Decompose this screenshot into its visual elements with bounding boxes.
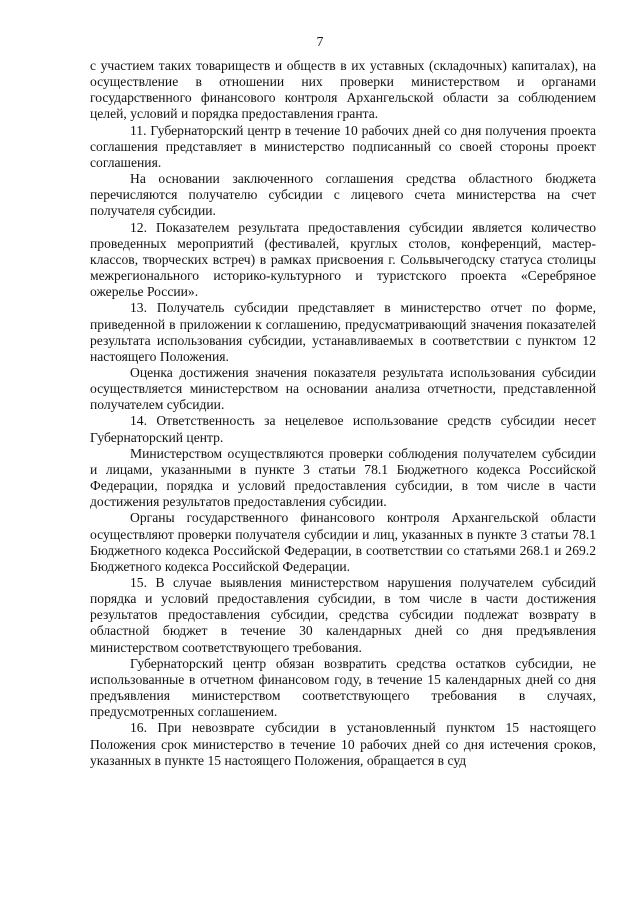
paragraph-item-15: 15. В случае выявления министерством нарушения получателем субсидий порядка и условий предоставления субсидии, в том числе в части достижения результатов предоставления субсидии, средства субсидии подлежат возврату в областной бюджет в течение 30 календарных дней со дня предъявления министерством соответствующего требования.	[90, 575, 596, 655]
paragraph-item-13: 13. Получатель субсидии представляет в министерство отчет по форме, приведенной в приложении к соглашению, предусматривающий значения показателей результата использования субсидии, устанавливаемых в соответствии с пунктом 12 настоящего Положения.	[90, 300, 596, 364]
paragraph-item-12: 12. Показателем результата предоставления субсидии является количество проведенных мероприятий (фестивалей, круглых столов, конференций, мастер-классов, творческих встреч) в рамках присвоения г. Сольвычегодску статуса столицы межрегионального историко-культурного и туристского проекта «Серебряное ожерелье России».	[90, 219, 596, 300]
paragraph-ministry-checks: Министерством осуществляются проверки соблюдения получателем субсидии и лицами, указанными в пункте 3 статьи 78.1 Бюджетного кодекса Российской Федерации, порядка и условий предоставления субсидии, в том числе в части достижения результатов предоставления субсидии.	[90, 445, 596, 510]
paragraph-control-bodies: Органы государственного финансового контроля Архангельской области осуществляют проверки получателя субсидии и лиц, указанных в пункте 3 статьи 78.1 Бюджетного кодекса Российской Федерации, в соответствии со статьями 268.1 и 269.2 Бюджетного кодекса Российской Федерации.	[90, 510, 596, 574]
paragraph-item-14: 14. Ответственность за нецелевое использование средств субсидии несет Губернаторский центр.	[90, 413, 596, 445]
paragraph-item-16: 16. При невозврате субсидии в установленный пунктом 15 настоящего Положения срок министерство в течение 10 рабочих дней со дня истечения сроков, указанных в пункте 15 настоящего Положения, обращается в суд	[90, 720, 596, 768]
paragraph-transfer: На основании заключенного соглашения средства областного бюджета перечисляются получателю субсидии с лицевого счета министерства на счет получателя субсидии.	[90, 171, 596, 219]
document-body	[90, 58, 596, 769]
page-number: 7	[316, 34, 324, 49]
paragraph-assessment: Оценка достижения значения показателя результата использования субсидии осуществляется министерством на основании анализа отчетности, представленной получателем субсидии.	[90, 364, 596, 413]
paragraph-item-11: 11. Губернаторский центр в течение 10 рабочих дней со дня получения проекта соглашения представляет в министерство подписанный со своей стороны проект соглашения.	[90, 122, 596, 170]
paragraph-continuation: с участием таких товариществ и обществ в их уставных (складочных) капиталах), на осуществление в отношении них проверки министерством и органами государственного финансового контроля Архангельской области за соблюдением целей, условий и порядка предоставления гранта.	[90, 58, 596, 122]
paragraph-return-remainder: Губернаторский центр обязан возвратить средства остатков субсидии, не использованные в отчетном финансовом году, в течение 15 календарных дней со дня предъявления министерством соответствующего требования в случаях, предусмотренных соглашением.	[90, 655, 596, 720]
